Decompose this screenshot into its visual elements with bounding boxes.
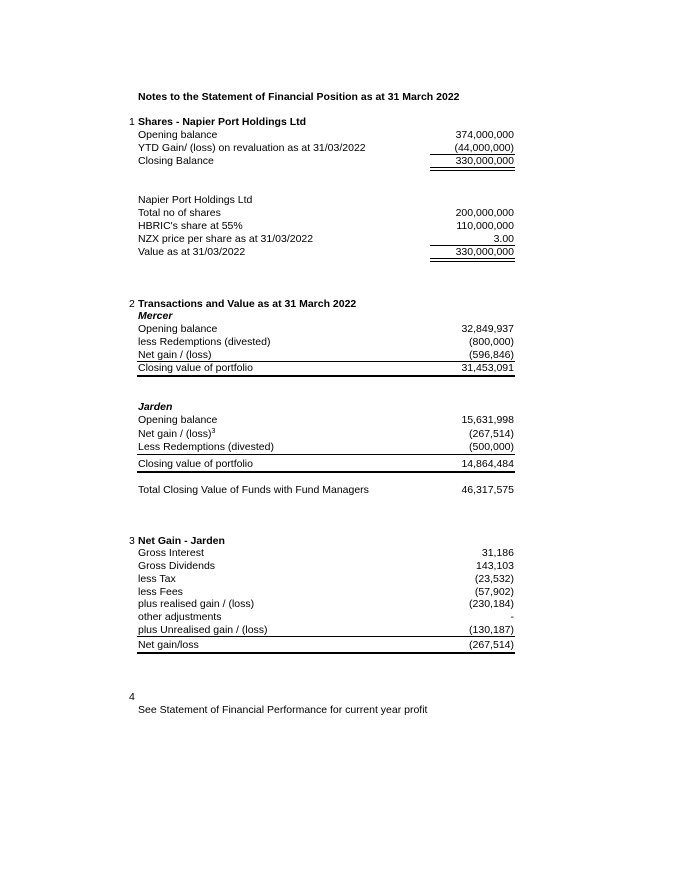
mercer-row-value: 32,849,937 <box>461 323 514 335</box>
note-4-text: See Statement of Financial Performance for current year profit <box>138 704 428 716</box>
mercer-row-value: (800,000) <box>469 336 514 348</box>
net-gain-row-value: (57,902) <box>474 586 514 598</box>
net-gain-row-label: less Fees <box>138 586 183 598</box>
note-3-number: 3 <box>129 535 135 547</box>
thick-rule <box>137 471 515 473</box>
note-1-number: 1 <box>129 116 135 128</box>
note-4-number: 4 <box>129 691 135 703</box>
net-gain-row-value: - <box>510 611 514 623</box>
jarden-row-value: (267,514) <box>469 428 514 440</box>
note-1-sub-heading: Napier Port Holdings Ltd <box>138 194 253 206</box>
note-1-sub-row-label: NZX price per share as at 31/03/2022 <box>138 233 314 245</box>
note-1-sub-row-label: Value as at 31/03/2022 <box>138 246 246 258</box>
net-gain-row-value: (130,187) <box>469 624 514 636</box>
mercer-row-label: Opening balance <box>138 323 218 335</box>
jarden-row-value: 15,631,998 <box>461 414 514 426</box>
double-rule <box>430 167 515 171</box>
net-gain-row-label: Gross Dividends <box>138 560 216 572</box>
jarden-row-label: Less Redemptions (divested) <box>138 441 274 453</box>
net-gain-row-value: 31,186 <box>481 547 514 559</box>
net-gain-row-label: other adjustments <box>138 611 222 623</box>
mercer-closing-label: Closing value of portfolio <box>138 362 253 374</box>
jarden-closing-value: 14,864,484 <box>461 458 514 470</box>
net-gain-row-label: plus Unrealised gain / (loss) <box>138 624 268 636</box>
footnote-ref: 3 <box>211 428 216 435</box>
net-gain-row-value: 143,103 <box>476 560 514 572</box>
double-rule <box>430 258 515 262</box>
jarden-row-label: Opening balance <box>138 414 218 426</box>
jarden-row-label <box>138 428 215 441</box>
note-1-row-label: Opening balance <box>138 129 218 141</box>
note-1-closing-value: 330,000,000 <box>455 155 514 167</box>
thick-rule <box>137 652 515 654</box>
net-gain-row-label: Gross Interest <box>138 547 204 559</box>
net-gain-row-value: (23,532) <box>474 573 514 585</box>
mercer-heading: Mercer <box>138 310 173 322</box>
net-gain-row-label: plus realised gain / (loss) <box>138 598 255 610</box>
row-rule <box>137 454 515 455</box>
net-gain-total-label: Net gain/loss <box>138 639 199 651</box>
note-1-row-value: 374,000,000 <box>455 129 514 141</box>
mercer-row-label: less Redemptions (divested) <box>138 336 271 348</box>
note-2-number: 2 <box>129 298 135 310</box>
note-1-sub-row-value: 3.00 <box>493 233 514 245</box>
jarden-net-gain-label: Net gain / (loss) <box>138 428 212 440</box>
note-1-sub-row-value: 200,000,000 <box>455 207 514 219</box>
note-1-sub-row-label: HBRIC's share at 55% <box>138 220 243 232</box>
net-gain-row-value: (230,184) <box>469 598 514 610</box>
mercer-closing-value: 31,453,091 <box>461 362 514 374</box>
note-1-heading: Shares - Napier Port Holdings Ltd <box>138 116 307 128</box>
total-funds-value: 46,317,575 <box>461 484 514 496</box>
note-1-value-total: 330,000,000 <box>455 246 514 258</box>
jarden-heading: Jarden <box>138 401 173 413</box>
note-3-heading: Net Gain - Jarden <box>138 535 225 547</box>
note-1-row-label: YTD Gain/ (loss) on revaluation as at 31/03/2022 <box>138 142 366 154</box>
note-1-sub-row-label: Total no of shares <box>138 207 221 219</box>
note-1-row-value: (44,000,000) <box>454 142 514 154</box>
mercer-row-value: (596,846) <box>469 349 514 361</box>
thick-rule <box>137 375 515 377</box>
total-funds-label: Total Closing Value of Funds with Fund Managers <box>138 484 369 496</box>
mercer-row-label: Net gain / (loss) <box>138 349 212 361</box>
jarden-row-value: (500,000) <box>469 441 514 453</box>
net-gain-row-label: less Tax <box>138 573 176 585</box>
note-1-sub-row-value: 110,000,000 <box>456 220 514 232</box>
row-rule <box>137 636 515 637</box>
jarden-closing-label: Closing value of portfolio <box>138 458 253 470</box>
note-1-row-label: Closing Balance <box>138 155 214 167</box>
note-2-heading: Transactions and Value as at 31 March 2022 <box>138 298 357 310</box>
page-title: Notes to the Statement of Financial Position as at 31 March 2022 <box>138 91 460 103</box>
net-gain-total-value: (267,514) <box>469 639 514 651</box>
